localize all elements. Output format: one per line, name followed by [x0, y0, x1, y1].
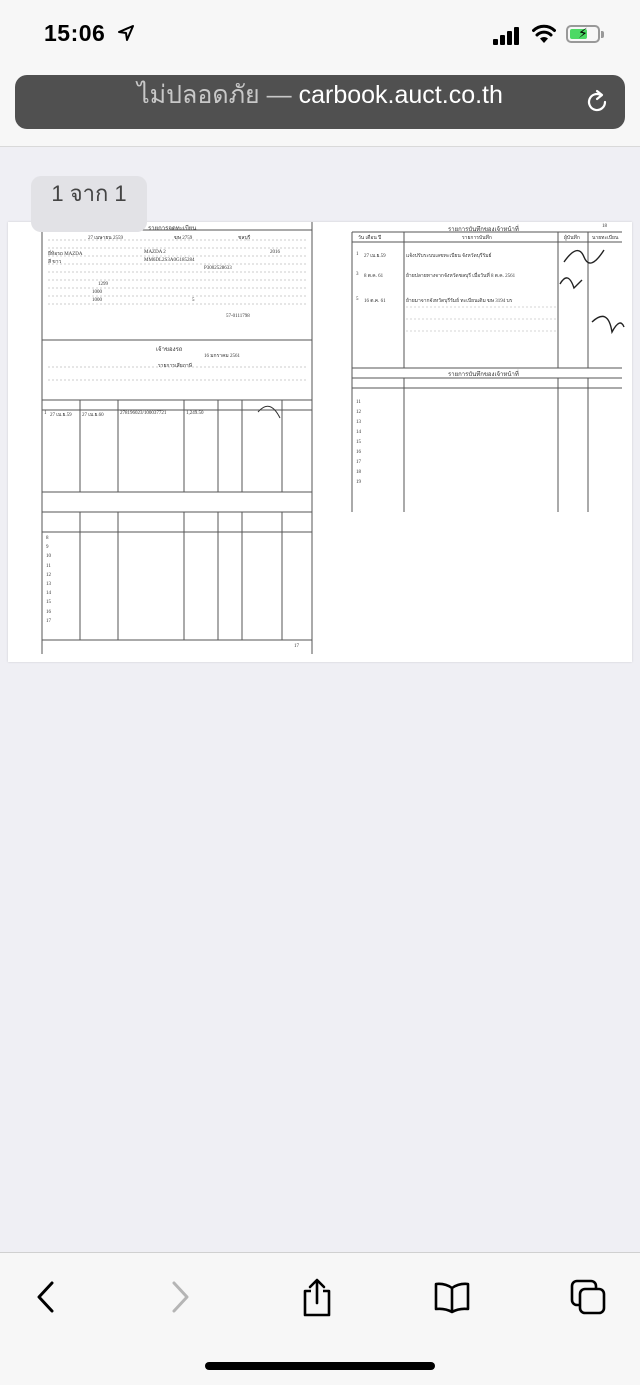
row-number: 9 — [46, 545, 49, 551]
entry-number: 5 — [356, 297, 359, 302]
right-lower-row-numbers — [356, 398, 366, 488]
entry-text: แจ้งปรับระบบเลขทะเบียน จังหวัดบุรีรัมย์ — [406, 254, 492, 259]
left-page-header: รายการจดทะเบียน — [148, 226, 197, 232]
entry-date: 27 เม.ย.59 — [364, 254, 386, 259]
scanned-document-graphic — [8, 222, 632, 662]
row-number: 17 — [356, 460, 361, 465]
row-number: 13 — [46, 582, 51, 588]
url-host: carbook.auct.co.th — [298, 81, 503, 109]
row-number: 14 — [46, 591, 51, 597]
forward-icon[interactable] — [158, 1275, 202, 1319]
tax-row-receipt: 278196023/100037721 — [120, 411, 167, 416]
weight-2: 1000 — [92, 298, 102, 303]
weight-1: 1000 — [92, 290, 102, 295]
document-code: 57-0111798 — [226, 314, 250, 319]
bookmarks-icon[interactable] — [430, 1275, 474, 1319]
lower-table-row-numbers — [46, 534, 56, 626]
battery-charging-icon: ⚡ — [566, 25, 600, 43]
row-number: 12 — [46, 572, 51, 578]
location-arrow-icon — [118, 25, 134, 45]
signal-icon — [493, 25, 523, 45]
url-separator: — — [259, 81, 299, 109]
row-number: 15 — [356, 440, 361, 445]
tax-row-paid-date: 27 เม.ย.59 — [50, 413, 72, 418]
row-number: 19 — [356, 480, 361, 485]
reg-date: 27 เมษายน 2559 — [88, 236, 123, 241]
col-header-date: วัน เดือน ปี — [358, 236, 382, 241]
status-time: 15:06 — [44, 20, 106, 46]
owner-header: เจ้าของรถ — [156, 347, 183, 353]
model: MAZDA 2 — [144, 250, 166, 255]
pdf-page[interactable] — [8, 222, 632, 662]
page-indicator-text: 1 จาก 1 — [51, 181, 127, 206]
share-icon[interactable] — [295, 1275, 339, 1319]
not-secure-label: ไม่ปลอดภัย — [137, 81, 260, 109]
entry-date: 8 ต.ค. 61 — [364, 274, 384, 279]
entry-number: 1 — [356, 252, 359, 257]
seats: 5 — [192, 298, 195, 303]
address-bar[interactable] — [15, 75, 625, 129]
chassis-number: MM6DL2S3A0G185284 — [144, 258, 195, 263]
url-display[interactable] — [15, 75, 625, 129]
row-number: 11 — [356, 400, 361, 405]
tax-row-amount: 1,249.50 — [186, 411, 204, 416]
entry-date: 16 ต.ค. 61 — [364, 299, 386, 304]
row-number: 10 — [46, 554, 51, 560]
model-year: 2016 — [270, 250, 280, 255]
tabs-icon[interactable] — [566, 1275, 610, 1319]
tax-row-no: 1 — [44, 411, 47, 416]
wifi-icon — [532, 24, 556, 44]
reload-icon[interactable] — [583, 88, 611, 116]
owner-date: 16 มกราคม 2561 — [204, 354, 240, 359]
tax-header: รายการเสียภาษี — [158, 364, 193, 369]
col-header-entry: รายการบันทึก — [462, 236, 492, 241]
row-number: 15 — [46, 600, 51, 606]
row-number: 13 — [356, 420, 361, 425]
row-number: 8 — [46, 536, 49, 541]
entry-text: ย้ายปลายทางจากจังหวัดชลบุรี เมื่อวันที่ 8 ต.ค. 2561 — [406, 274, 516, 279]
tax-row-due-date: 27 เม.ย.60 — [82, 413, 104, 418]
back-icon[interactable] — [24, 1275, 68, 1319]
page-indicator — [31, 176, 147, 232]
row-number: 17 — [46, 618, 51, 624]
color: สี ขาว — [48, 260, 62, 265]
brand-line: ยี่ห้อรถ MAZDA — [48, 252, 83, 257]
plate-number: ฆษ 2759 — [174, 236, 193, 241]
row-number: 18 — [356, 470, 361, 475]
row-number: 16 — [46, 609, 51, 615]
home-indicator[interactable] — [205, 1362, 435, 1370]
status-bar — [0, 0, 640, 70]
row-number: 11 — [46, 563, 51, 569]
left-page-number: 17 — [294, 644, 299, 649]
row-number: 12 — [356, 410, 361, 415]
address-bar-container — [0, 70, 640, 147]
lower-section-header: รายการบันทึกของเจ้าหน้าที่ — [448, 372, 519, 378]
right-page-header: รายการบันทึกของเจ้าหน้าที่ — [448, 227, 519, 233]
engine-number: P3002528633 — [204, 266, 232, 271]
entry-number: 3 — [356, 272, 359, 277]
col-header-registrar: นายทะเบียน — [592, 236, 619, 241]
engine-cc: 1299 — [98, 282, 108, 287]
col-header-recorder: ผู้บันทึก — [564, 236, 580, 241]
province: ชลบุรี — [238, 236, 251, 241]
entry-text: ย้ายมาจากจังหวัดบุรีรัมย์ ทะเบียนเดิม ฆษ 3194 บร — [406, 299, 513, 304]
right-page-number: 18 — [602, 224, 607, 229]
row-number: 16 — [356, 450, 361, 455]
row-number: 14 — [356, 430, 361, 435]
